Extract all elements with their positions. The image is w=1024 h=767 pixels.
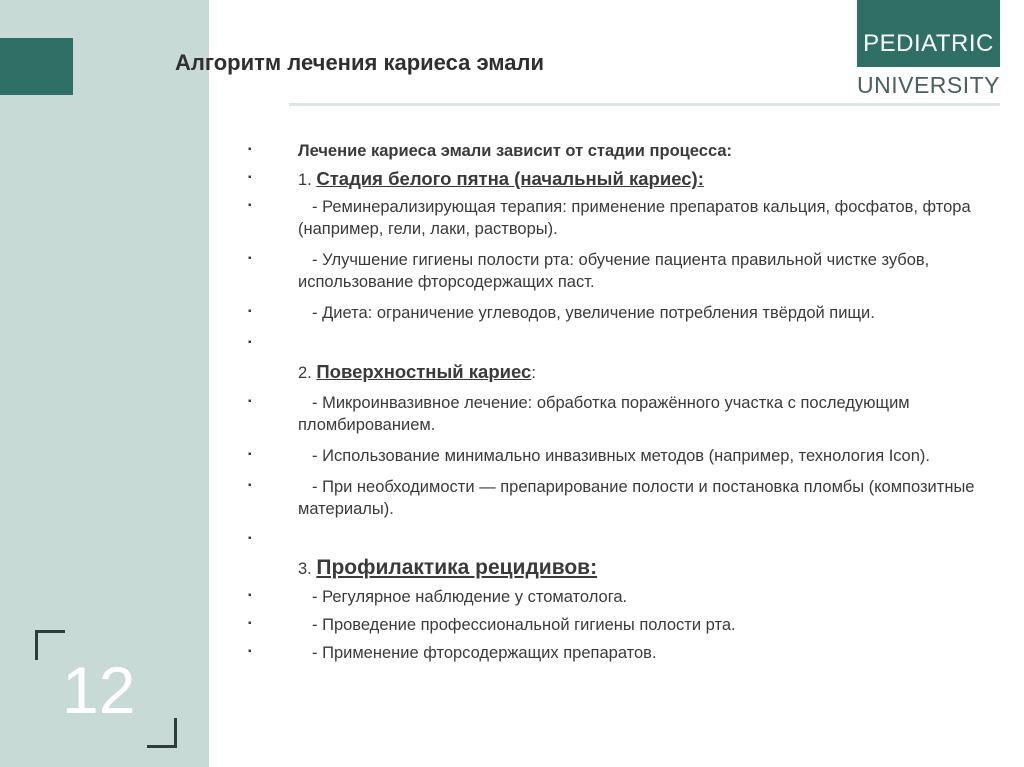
stage1-number: 1. <box>298 171 317 189</box>
list-item <box>248 392 1008 436</box>
stage2-suffix: : <box>531 364 536 382</box>
bullet-marker: ▪ <box>248 396 252 407</box>
stage2-item-text: - При необходимости — препарирование полости и постановка пломбы (композитные материалы). <box>298 478 975 518</box>
bullet-marker: ▪ <box>248 449 252 460</box>
slide-title: Алгоритм лечения кариеса эмали <box>175 50 545 75</box>
title-divider <box>289 103 1000 106</box>
bullet-marker: ▪ <box>248 337 252 348</box>
list-item <box>248 196 1008 240</box>
content-bullet-list <box>248 140 1008 664</box>
list-item-stage2-heading <box>248 361 1008 384</box>
stage2-item-text: - Использование минимально инвазивных методов (например, технология Icon). <box>312 447 930 465</box>
list-item-empty <box>248 529 1008 551</box>
stage1-item-text: - Реминерализирующая терапия: применение препаратов кальция, фосфатов, фтора (например, гели, лаки, растворы). <box>298 198 971 238</box>
bullet-marker: ▪ <box>248 618 252 629</box>
bullet-marker: ▪ <box>248 200 252 211</box>
list-item-intro <box>248 140 1008 162</box>
stage2-item-text: - Микроинвазивное лечение: обработка поражённого участка с последующим пломбированием. <box>298 394 910 434</box>
intro-text: Лечение кариеса эмали зависит от стадии процесса: <box>298 142 732 160</box>
stage3-item-text: - Применение фторсодержащих препаратов. <box>312 644 657 662</box>
list-item <box>248 614 1008 636</box>
stage3-item-text: - Регулярное наблюдение у стоматолога. <box>312 588 628 606</box>
stage2-number: 2. <box>298 364 317 382</box>
bullet-marker: ▪ <box>248 253 252 264</box>
stage1-item-text: - Диета: ограничение углеводов, увеличение потребления твёрдой пищи. <box>312 304 875 322</box>
brand-logo-line1: PEDIATRIC <box>863 30 994 57</box>
bullet-marker: ▪ <box>248 306 252 317</box>
list-item-stage3-heading <box>248 557 1008 580</box>
stage3-heading: Профилактика рецидивов: <box>316 556 598 579</box>
list-item <box>248 586 1008 608</box>
list-item <box>248 302 1008 324</box>
list-item-empty <box>248 333 1008 355</box>
stage1-heading: Стадия белого пятна (начальный кариес): <box>316 168 704 189</box>
bullet-marker: ▪ <box>248 533 252 544</box>
list-item <box>248 642 1008 664</box>
brand-logo-line2: UNIVERSITY <box>857 72 1001 98</box>
list-item <box>248 249 1008 293</box>
bullet-marker: ▪ <box>248 480 252 491</box>
bullet-marker: ▪ <box>248 172 252 183</box>
slide-page-number: 12 <box>62 653 136 727</box>
stage1-item-text: - Улучшение гигиены полости рта: обучение пациента правильной чистке зубов, использование фторсодержащих паст. <box>298 251 930 291</box>
list-item <box>248 445 1008 467</box>
list-item-stage1-heading <box>248 168 1008 191</box>
top-accent-block <box>0 38 73 95</box>
bullet-marker: ▪ <box>248 646 252 657</box>
stage3-item-text: - Проведение профессиональной гигиены полости рта. <box>312 616 736 634</box>
stage2-heading: Поверхностный кариес <box>316 361 532 382</box>
corner-bracket-top-left <box>35 630 65 660</box>
list-item <box>248 476 1008 520</box>
bullet-marker: ▪ <box>248 590 252 601</box>
stage3-number: 3. <box>298 560 317 578</box>
bullet-marker: ▪ <box>248 144 252 155</box>
corner-bracket-bottom-right <box>147 718 177 748</box>
